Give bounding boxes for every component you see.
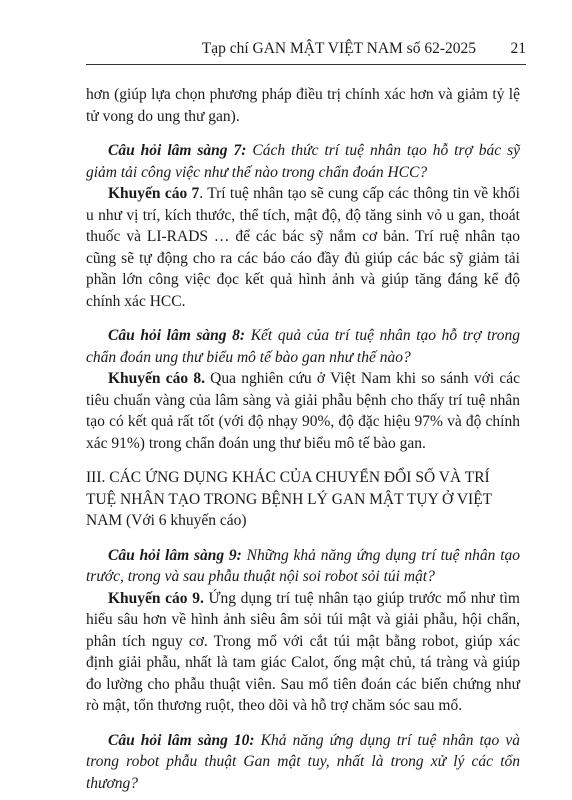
journal-title: Tạp chí GAN MẬT VIỆT NAM số 62-2025 [201,40,476,57]
question-8-label: Câu hỏi lâm sàng 8: [108,327,246,344]
recommendation-9 [86,588,520,717]
recommendation-9-text: Ứng dụng trí tuệ nhân tạo giúp trước mổ như tìm hiểu sâu hơn về hình ảnh siêu âm sỏi túi mật và giải phẫu, hội chẩn, phân tích nguy cơ. Trong mổ với cắt túi mật bằng robot, giúp xác định giải phẫu, nhất là tam giác Calot, ống mật chủ, tá tràng và giúp đo lường cho phẫu thuật viên. Sau mổ tiên đoán các biến chứng như rò mật, tổn thương ruột, theo dõi và hỗ trợ chăm sóc sau mổ. [86,589,520,714]
recommendation-9-label: Khuyến cáo 9. [108,589,204,607]
section-heading: III. CÁC ỨNG DỤNG KHÁC CỦA CHUYỂN ĐỔI SỐ VÀ TRÍ TUỆ NHÂN TẠO TRONG BỆNH LÝ GAN MẬT TỤY Ở VIỆT NAM (Với 6 khuyến cáo) [86,469,492,529]
clinical-question-8 [86,325,520,368]
page-number: 21 [510,40,526,57]
clinical-question-9 [86,545,520,588]
recommendation-7 [86,183,520,312]
clinical-question-7 [86,140,520,183]
clinical-question-10 [86,730,520,795]
recommendation-7-label: Khuyến cáo 7 [108,185,200,202]
recommendation-8 [86,368,520,454]
recommendation-7-text: . Trí tuệ nhân tạo sẽ cung cấp các thông tin về khối u như vị trí, kích thước, thể tích, mật độ, độ tăng sinh vỏ u gan, thoát thuốc và LI-RADS … để các bác sỹ nắm cơ bản. Trí ruệ nhân tạo cũng sẽ tự động cho ra các báo cáo đầy đủ giúp các bác sỹ giảm tải phần lớn công việc đọc kết quả hình ảnh và giúp tăng đáng kể độ chính xác HCC. [86,185,520,310]
running-header [86,40,526,60]
question-7-label: Câu hỏi lâm sàng 7: [108,142,247,159]
question-9-text: Những khả năng ứng dụng trí tuệ nhân tạo trước, trong và sau phẫu thuật nội soi robot sỏi túi mật? [86,546,521,585]
question-7-text: Cách thức trí tuệ nhân tạo hỗ trợ bác sỹ giảm tải công việc như thế nào trong chẩn đoán HCC? [86,142,520,181]
paragraph-continuation: hơn (giúp lựa chọn phương pháp điều trị chính xác hơn và giảm tỷ lệ tử vong do ung thư gan). [86,86,520,125]
question-8-text: Kết quả của trí tuệ nhân tạo hỗ trợ trong chẩn đoán ung thư biểu mô tế bào gan như thế nào? [86,327,521,366]
header-rule [86,64,526,65]
question-10-label: Câu hỏi lâm sàng 10: [108,731,255,749]
question-9-label: Câu hỏi lâm sàng 9: [108,546,242,564]
recommendation-8-label: Khuyến cáo 8. [108,370,205,387]
recommendation-8-text: Qua nghiên cứu ở Việt Nam khi so sánh với các tiêu chuẩn vàng của lâm sàng và giải phẫu bệnh cho thấy trí tuệ nhân tạo có kết quả rất tốt (với độ nhạy 90%, độ đặc hiệu 97% và độ chính xác 91%) trong chẩn đoán ung thư biểu mô tế bào gan. [86,370,520,452]
page-body [86,84,520,794]
question-10-text: Khả năng ứng dụng trí tuệ nhân tạo và trong robot phẫu thuật Gan mật tuy, nhất là trong xử lý các tổn thương? [86,731,521,792]
